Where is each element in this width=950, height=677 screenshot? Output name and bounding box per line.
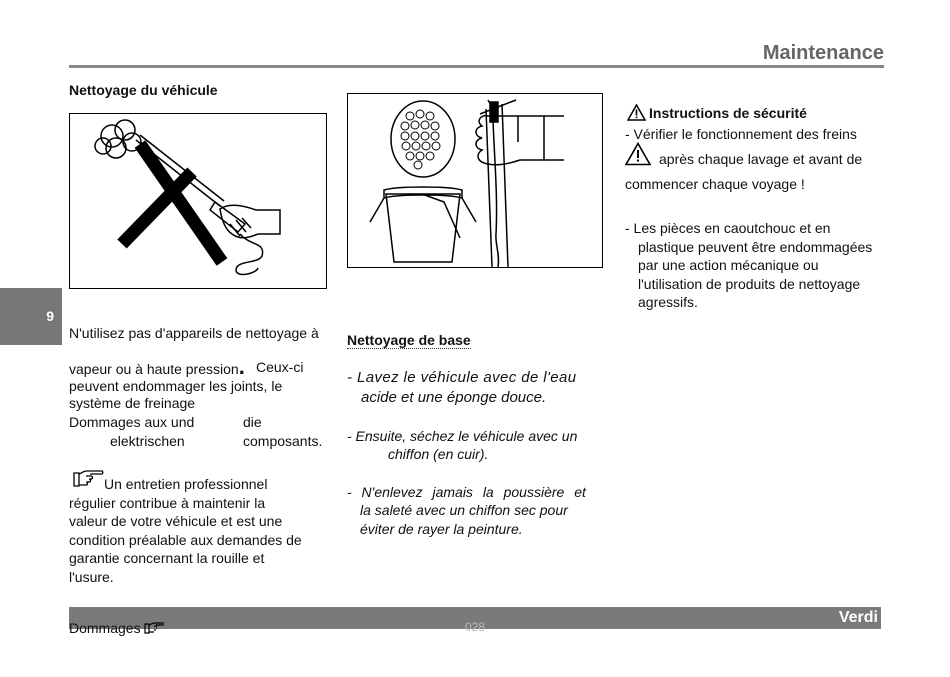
note-line: régulier contribue à maintenir la [69, 495, 266, 511]
note-line: l'usure. [69, 569, 114, 585]
section-heading-cleaning: Nettoyage du véhicule [69, 82, 218, 98]
figure-no-pressure-washer [69, 113, 327, 289]
safety-line-2: après chaque lavage et avant de [659, 151, 863, 167]
warning-line-2-text: vapeur ou à haute pression [69, 361, 239, 377]
chapter-tab [0, 288, 62, 345]
rubber-parts-line: par une action mécanique ou [638, 257, 819, 273]
rubber-parts-line: - Les pièces en caoutchouc et en [625, 220, 831, 236]
rubber-parts-line: agressifs. [638, 294, 698, 310]
figure-bucket-sponge [347, 93, 603, 268]
footer-left-text [69, 620, 164, 636]
step-3-line-2: la saleté avec un chiffon sec pour [360, 502, 568, 518]
step-2-line-2: chiffon (en cuir). [388, 446, 489, 462]
footer-left-label: Dommages [69, 620, 141, 636]
warning-line-6b: composants. [243, 433, 323, 449]
warning-line-3: peuvent endommager les joints, le [69, 378, 283, 394]
warning-line-4: système de freinage [69, 395, 196, 411]
warning-line-5a: Dommages aux und [69, 414, 195, 430]
note-line: valeur de votre véhicule et est une [69, 513, 283, 529]
warning-line-5b: die [243, 414, 262, 430]
chapter-number: 9 [46, 308, 54, 324]
note-line: Un entretien professionnel [104, 476, 268, 492]
header-rule [69, 65, 884, 68]
note-line: garantie concernant la rouille et [69, 550, 265, 566]
note-line: condition préalable aux demandes de [69, 532, 302, 548]
section-heading-basic: Nettoyage de base [347, 332, 471, 348]
page-number: 028 [465, 620, 486, 634]
safety-line-3: commencer chaque voyage ! [625, 176, 805, 192]
step-1-line-1: - Lavez le véhicule avec de l'eau [347, 369, 577, 386]
pressure-washer-illustration [70, 114, 326, 288]
safety-title: Instructions de sécurité [649, 105, 807, 121]
step-3-line-3: éviter de rayer la peinture. [360, 521, 523, 537]
footer-brand: Verdi [838, 609, 878, 626]
warning-line-2-tail: Ceux-ci [256, 359, 304, 375]
step-3-line-1: - N'enlevez jamais la poussière et [347, 484, 586, 500]
warning-triangle-icon [627, 104, 646, 126]
bucket-sponge-illustration [348, 94, 602, 267]
warning-line-2 [69, 354, 325, 379]
safety-line-1: - Vérifier le fonctionnement des freins [625, 126, 857, 142]
warning-triangle-icon [625, 142, 651, 171]
pointing-hand-icon [144, 621, 164, 635]
step-2-line-1: - Ensuite, séchez le véhicule avec un [347, 428, 578, 444]
rubber-parts-line: plastique peuvent être endommagées [638, 239, 873, 255]
warning-line-6a: elektrischen [110, 433, 185, 449]
page-title: Maintenance [762, 42, 884, 64]
step-1-line-2: acide et une éponge douce. [361, 389, 547, 406]
warning-line-1: N'utilisez pas d'appareils de nettoyage à [69, 325, 319, 341]
pointing-hand-icon [72, 469, 104, 494]
warning-period: . [238, 354, 245, 379]
rubber-parts-line: l'utilisation de produits de nettoyage [638, 276, 861, 292]
